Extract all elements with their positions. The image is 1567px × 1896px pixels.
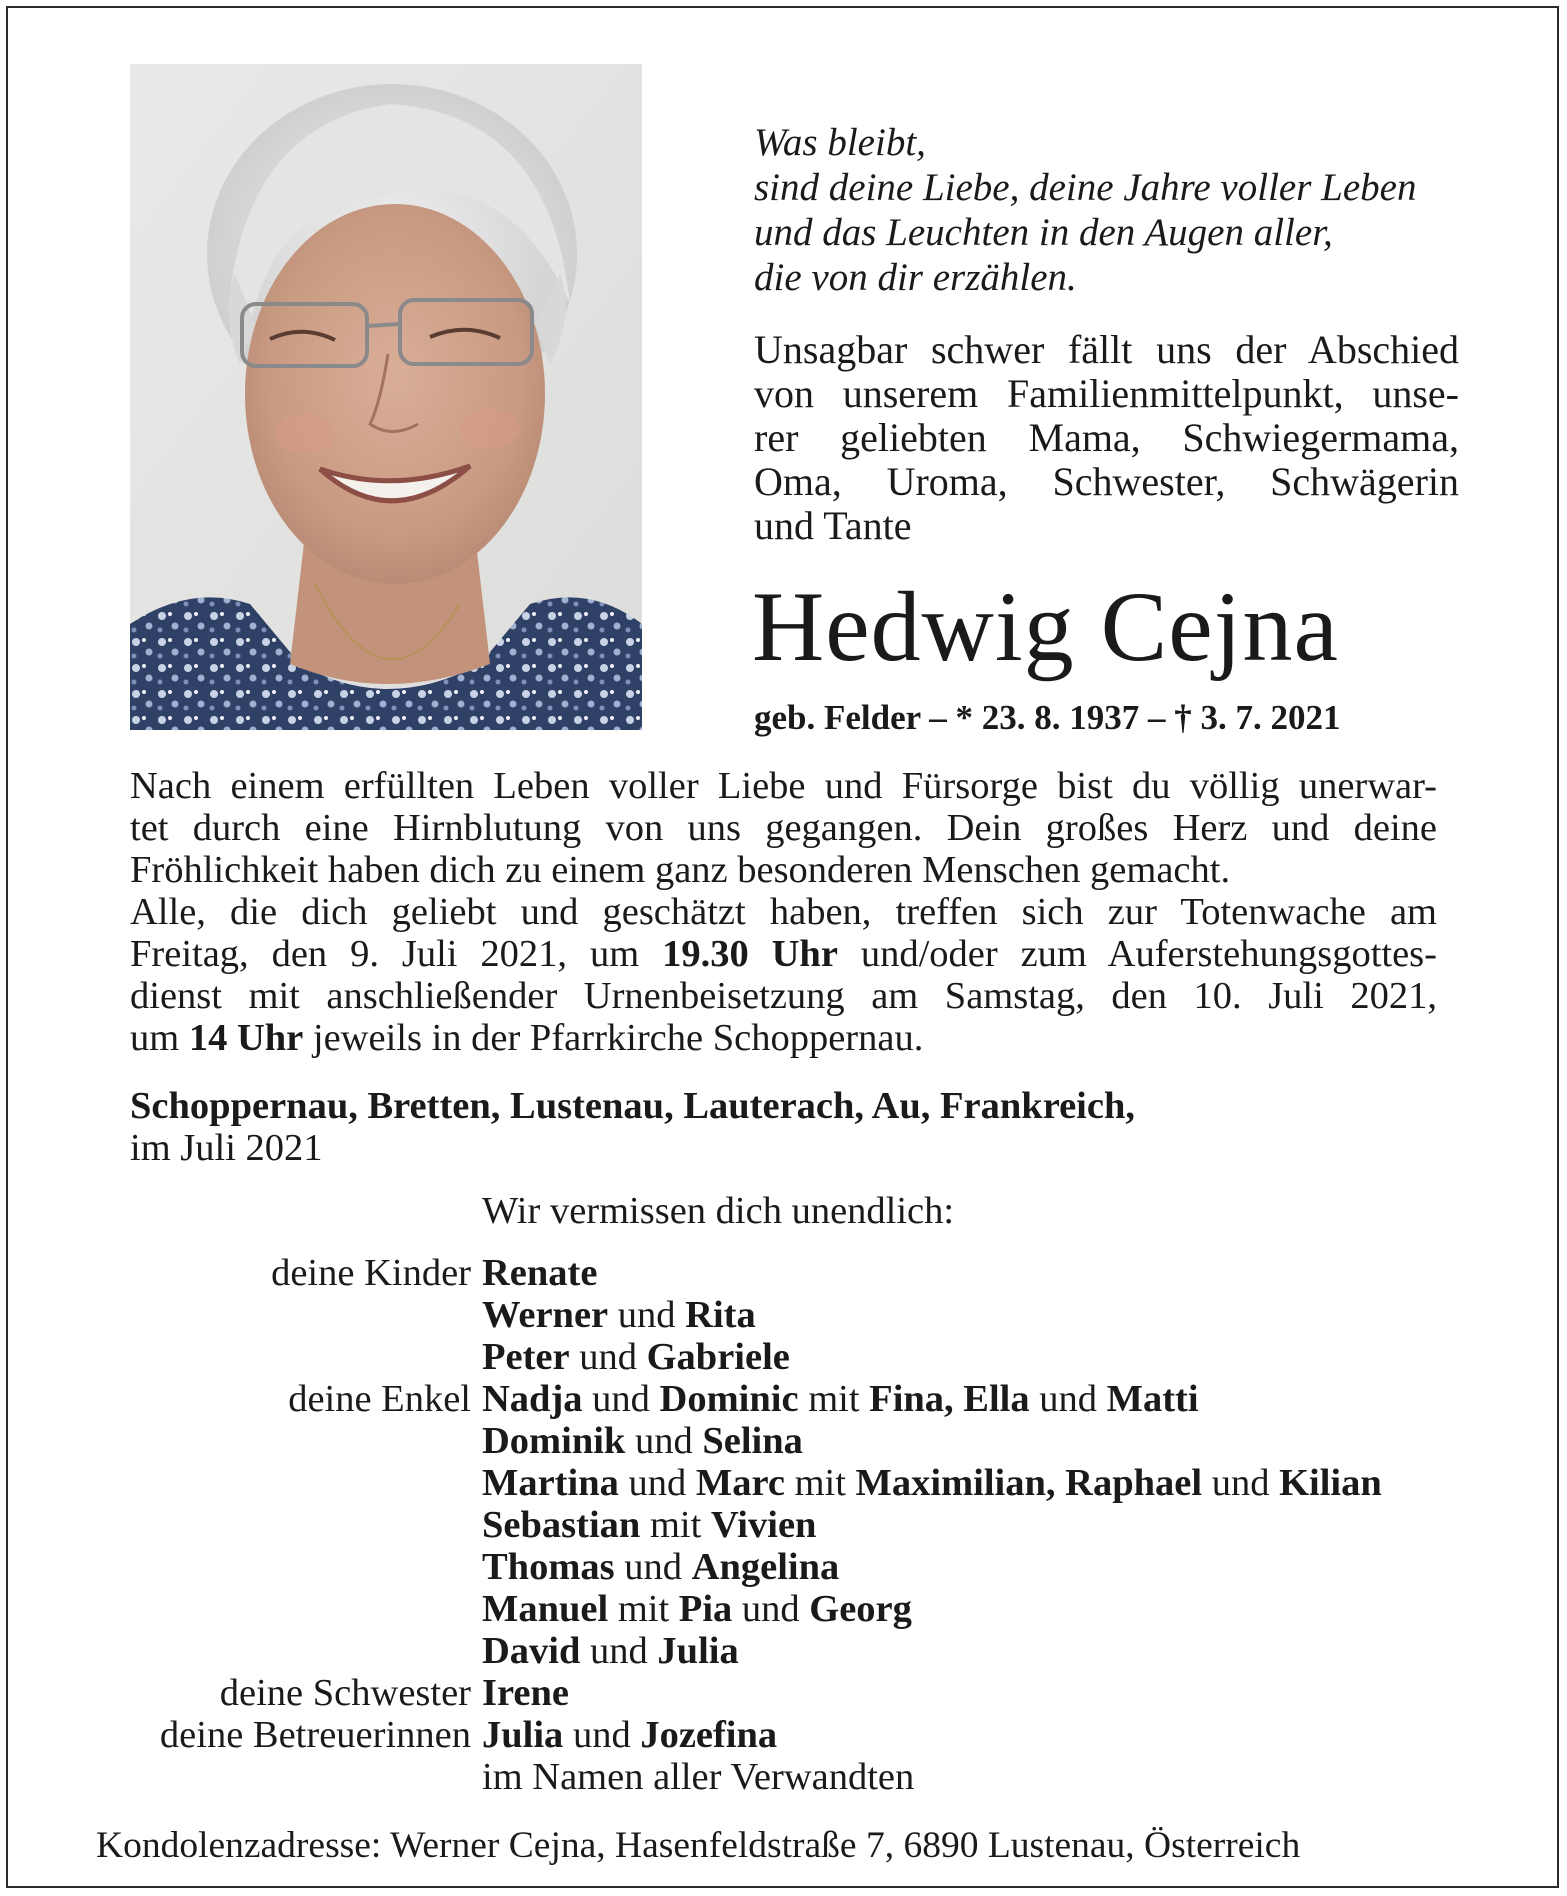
main-line: Nach einem erfüllten Leben voller Liebe und Fürsorge bist du völlig unerwar- [130, 765, 1437, 807]
family-connector: und [732, 1588, 810, 1630]
family-member-name: Dominic [659, 1378, 799, 1420]
family-member-name: Kilian [1279, 1462, 1382, 1504]
family-member-name: Angelina [691, 1546, 840, 1588]
family-member-name: Gabriele [646, 1336, 790, 1378]
intro-line: von unserem Familienmittelpunkt, unse- [754, 371, 1459, 416]
family-names [482, 1588, 912, 1630]
family-row [0, 1672, 1567, 1714]
family-member-name: Fina, Ella [869, 1378, 1030, 1420]
places-list: Schoppernau, Bretten, Lustenau, Lauterach, Au, Frankreich, [130, 1085, 1136, 1127]
family-member-name: Nadja [482, 1378, 583, 1420]
intro-paragraph [754, 328, 1459, 548]
family-row [0, 1462, 1567, 1504]
family-member-name: Sebastian [482, 1504, 641, 1546]
family-relation-label: deine Kinder [271, 1252, 471, 1294]
family-row [0, 1252, 1567, 1294]
main-text-segment: um [130, 1017, 189, 1059]
family-member-name: Vivien [710, 1504, 817, 1546]
portrait-photo [130, 64, 642, 730]
birth-death-dates: geb. Felder – * 23. 8. 1937 – † 3. 7. 2021 [754, 698, 1341, 737]
family-row [0, 1336, 1567, 1378]
family-names [482, 1756, 914, 1798]
service-time: 14 Uhr [188, 1017, 304, 1059]
family-connector: im Namen aller Verwandten [482, 1756, 915, 1798]
family-member-name: Julia [657, 1630, 739, 1672]
family-row [0, 1588, 1567, 1630]
poem-line: und das Leuchten in den Augen aller, [754, 211, 1333, 254]
family-member-name: Martina [482, 1462, 619, 1504]
main-text-segment: und/oder zum Auferstehungsgottes- [837, 933, 1437, 975]
main-line: Alle, die dich geliebt und geschätzt haben, treffen sich zur Totenwache am [130, 891, 1437, 933]
family-connector: und [1029, 1378, 1107, 1420]
main-line [130, 1017, 1437, 1059]
family-member-name: Pia [678, 1588, 733, 1630]
main-line [130, 933, 1437, 975]
family-member-name: Julia [482, 1714, 564, 1756]
intro-line: Unsagbar schwer fällt uns der Abschied [754, 327, 1459, 372]
family-names [482, 1546, 839, 1588]
family-member-name: Matti [1106, 1378, 1199, 1420]
family-connector: und [625, 1420, 703, 1462]
family-member-name: Irene [482, 1672, 569, 1714]
family-member-name: Maximilian, Raphael [855, 1462, 1203, 1504]
family-names [482, 1714, 777, 1756]
family-row [0, 1420, 1567, 1462]
main-text-segment: Freitag, den 9. Juli 2021, um [130, 933, 663, 975]
main-paragraph [130, 765, 1437, 1059]
family-row [0, 1546, 1567, 1588]
main-line: tet durch eine Hirnblutung von uns gegangen. Dein großes Herz und deine [130, 807, 1437, 849]
family-row [0, 1504, 1567, 1546]
intro-line: und Tante [754, 503, 912, 548]
family-connector: mit [608, 1588, 679, 1630]
family-heading: Wir vermissen dich unendlich: [482, 1190, 955, 1232]
family-row [0, 1378, 1567, 1420]
wake-time: 19.30 Uhr [662, 933, 838, 975]
family-connector: mit [784, 1462, 856, 1504]
family-names [482, 1462, 1382, 1504]
family-member-name: Rita [685, 1294, 756, 1336]
intro-line: rer geliebten Mama, Schwiegermama, [754, 415, 1459, 460]
family-relation-label: deine Schwester [219, 1672, 471, 1714]
poem-line: sind deine Liebe, deine Jahre voller Leben [754, 166, 1417, 209]
places-block [130, 1085, 1135, 1169]
deceased-name: Hedwig Cejna [752, 571, 1339, 682]
family-row [0, 1630, 1567, 1672]
family-names [482, 1630, 739, 1672]
family-row [0, 1714, 1567, 1756]
family-connector: und [569, 1336, 647, 1378]
family-member-name: Marc [695, 1462, 785, 1504]
family-member-name: David [482, 1630, 581, 1672]
family-names [482, 1378, 1199, 1420]
family-names [482, 1672, 569, 1714]
family-connector: und [1202, 1462, 1280, 1504]
intro-line: Oma, Uroma, Schwester, Schwägerin [754, 459, 1459, 504]
family-names [482, 1336, 790, 1378]
family-connector: und [582, 1378, 660, 1420]
family-member-name: Jozefina [640, 1714, 778, 1756]
family-names [482, 1294, 756, 1336]
family-names [482, 1420, 803, 1462]
family-connector: und [614, 1546, 692, 1588]
family-list [0, 1190, 1567, 1798]
family-member-name: Manuel [482, 1588, 609, 1630]
family-row [0, 1756, 1567, 1798]
family-connector: und [618, 1462, 696, 1504]
family-connector: und [563, 1714, 641, 1756]
family-connector: mit [798, 1378, 870, 1420]
condolence-address: Kondolenzadresse: Werner Cejna, Hasenfeldstraße 7, 6890 Lustenau, Österreich [96, 1825, 1301, 1866]
places-date: im Juli 2021 [130, 1127, 323, 1169]
poem-line: Was bleibt, [754, 121, 926, 164]
family-names [482, 1252, 597, 1294]
family-member-name: Dominik [482, 1420, 626, 1462]
family-heading-row [0, 1190, 1567, 1252]
main-line: dienst mit anschließender Urnenbeisetzung am Samstag, den 10. Juli 2021, [130, 975, 1437, 1017]
family-member-name: Peter [482, 1336, 570, 1378]
family-connector: mit [640, 1504, 711, 1546]
family-names [482, 1504, 816, 1546]
family-member-name: Werner [482, 1294, 609, 1336]
family-relation-label: deine Betreuerinnen [159, 1714, 471, 1756]
poem-line: die von dir erzählen. [754, 256, 1077, 299]
family-connector: und [580, 1630, 658, 1672]
family-row [0, 1294, 1567, 1336]
family-member-name: Georg [809, 1588, 912, 1630]
poem [754, 120, 1474, 300]
family-member-name: Renate [482, 1252, 598, 1294]
family-member-name: Thomas [482, 1546, 615, 1588]
main-text-segment: jeweils in der Pfarrkirche Schoppernau. [303, 1017, 924, 1059]
family-connector: und [608, 1294, 686, 1336]
family-member-name: Selina [702, 1420, 803, 1462]
family-relation-label: deine Enkel [288, 1378, 471, 1420]
family-rows [0, 1252, 1567, 1798]
main-line: Fröhlichkeit haben dich zu einem ganz besonderen Menschen gemacht. [130, 849, 1231, 891]
